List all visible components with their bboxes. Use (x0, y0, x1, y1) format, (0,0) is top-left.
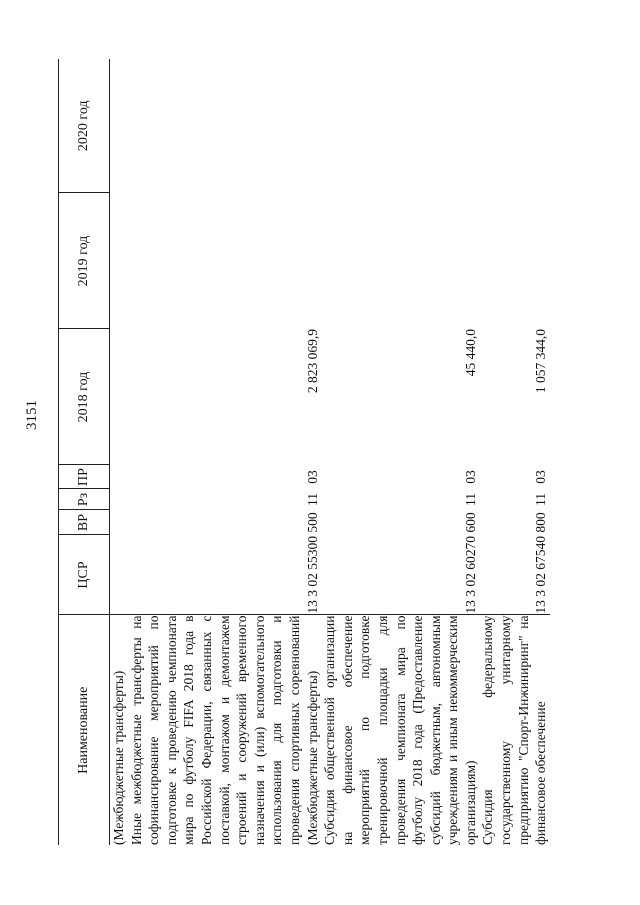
row-csr (110, 535, 128, 615)
row-2019 (128, 193, 322, 329)
header-vr: ВР (59, 510, 110, 535)
row-name: Субсидия федеральному государственному унитарному предприятию "Спорт-Инжиниринг" на финансовое обеспечение (480, 615, 549, 845)
header-pr: ПР (59, 465, 110, 489)
header-rz: Рз (59, 489, 110, 510)
header-csr: ЦСР (59, 535, 110, 615)
row-vr: 800 (533, 512, 549, 533)
page-number: 3151 (24, 400, 40, 430)
row-2020 (128, 59, 322, 193)
header-2020: 2020 год (59, 59, 110, 193)
header-name: Наименование (59, 615, 110, 845)
table-row (321, 59, 479, 845)
header-2019: 2019 год (59, 193, 110, 329)
row-pr: 03 (304, 470, 320, 484)
row-2018: 1 057 344,0 (533, 329, 549, 394)
row-pr (110, 465, 128, 489)
table-row (128, 59, 322, 845)
row-pr: 03 (462, 470, 478, 484)
row-2018: 45 440,0 (462, 329, 478, 377)
row-2020 (479, 59, 549, 193)
row-csr: 13 3 02 55300 (304, 535, 320, 614)
row-rz: 11 (304, 493, 320, 506)
row-2020 (321, 59, 479, 193)
table-header-row (59, 59, 110, 845)
table-row (110, 59, 128, 845)
row-rz: 11 (533, 493, 549, 506)
row-2018: 2 823 069,9 (304, 329, 320, 394)
row-vr: 600 (462, 512, 478, 533)
row-2020 (110, 59, 128, 193)
row-name: (Межбюджетные трансферты) (110, 615, 128, 845)
budget-table (58, 59, 550, 845)
row-pr: 03 (533, 470, 549, 484)
row-2019 (479, 193, 549, 329)
row-csr: 13 3 02 67540 (533, 535, 549, 614)
row-name: Субсидия общественной организации на финансовое обеспечение мероприятий по подготовке тренировочной площадки для проведения чемпионата мира по футболу 2018 года (Предоставление субсидий бюджетным, автономным учреждениям и иным некоммерческим организациям) (322, 615, 478, 845)
row-vr: 500 (304, 512, 320, 533)
rotated-table-wrapper (58, 59, 549, 845)
row-2018 (110, 329, 128, 465)
row-vr (110, 510, 128, 535)
row-csr: 13 3 02 60270 (462, 535, 478, 614)
row-2019 (321, 193, 479, 329)
row-rz (110, 489, 128, 510)
row-rz: 11 (462, 493, 478, 506)
row-2019 (110, 193, 128, 329)
header-2018: 2018 год (59, 329, 110, 465)
row-name: Иные межбюджетные трансферты на софинансирование мероприятий по подготовке к проведению чемпионата мира по футболу FIFA 2018 года в Российской Федерации, связанных с поставкой, монтажом и демонтажем строений и сооружений временного назначения и (или) вспомогательного использования для подготовки и проведения спортивных соревнований (Межбюджетные трансферты) (128, 615, 320, 845)
table-row (479, 59, 549, 845)
